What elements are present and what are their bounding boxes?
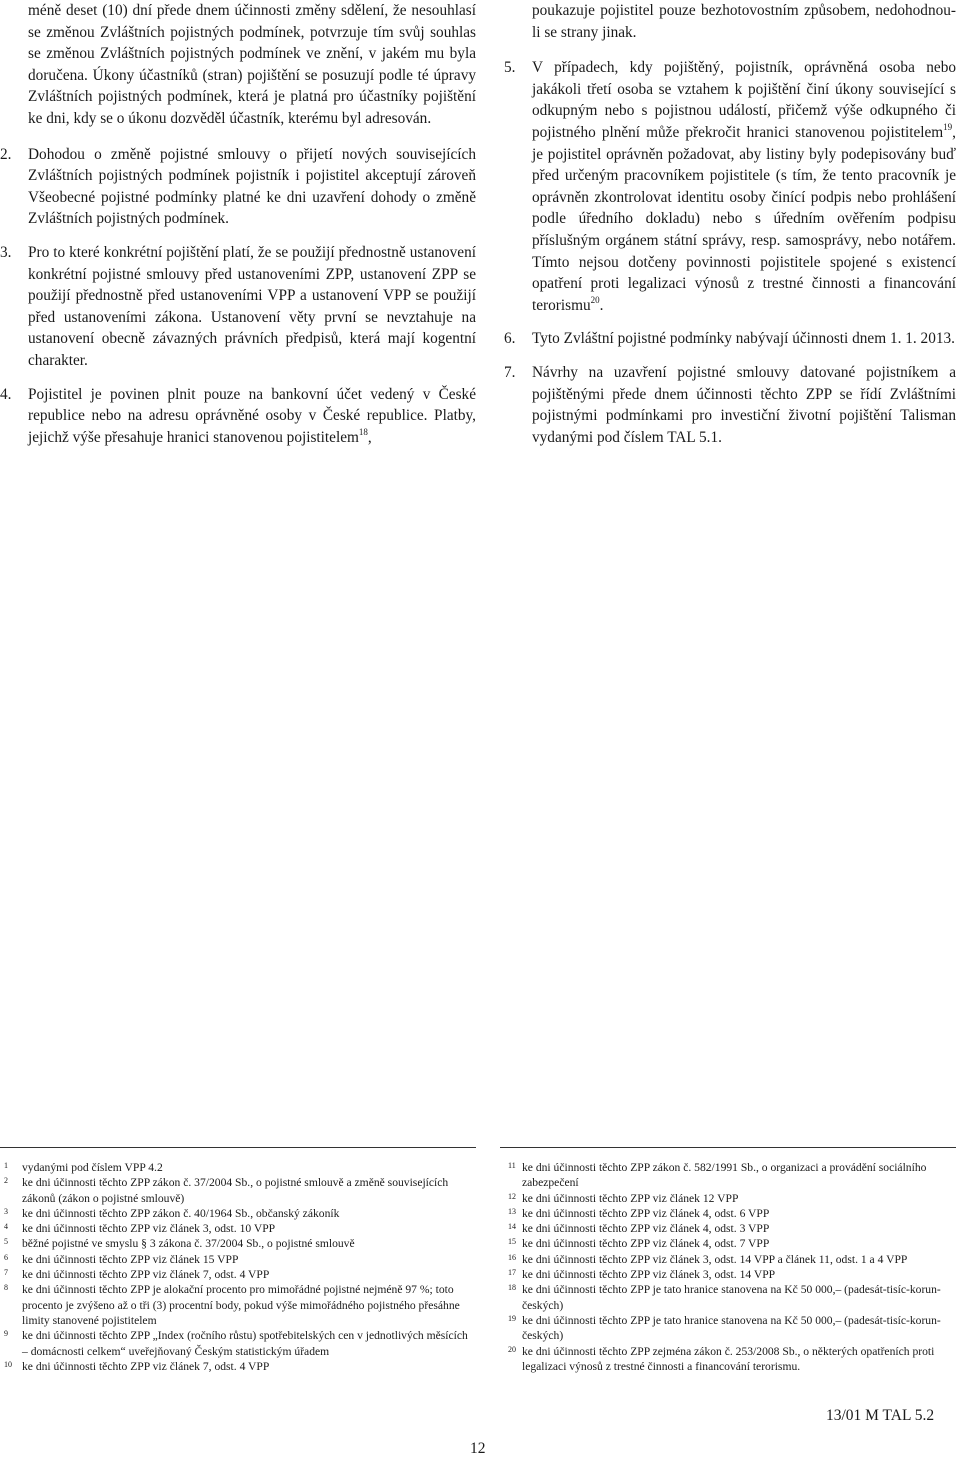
- clause-number: 4.: [0, 385, 12, 403]
- left-column: [0, 0, 476, 448]
- footnote: [500, 1267, 958, 1282]
- footnote: [500, 1221, 958, 1236]
- footnote-number: 6: [4, 1252, 8, 1262]
- clause-text-tail: .: [599, 296, 604, 314]
- clause-text-tail: , je pojistitel oprávněn požadovat, aby listiny byly podepisovány buď před určeným pracovníkem pojistitele (s tím, že tento pracovník je oprávněn zkontrolovat identitu osoby činící podpis nebo prohlášení podle úředního dokladu) nebo s úředním ověřením podpisu příslušným orgánem státní správy, resp. samosprávy, nebo notářem. Tímto nejsou dotčeny povinnosti pojistitele spojené s existencí opatření proti legalizaci výnosů z trestné činnosti a financování terorismu: [532, 123, 956, 314]
- page-number: 12: [470, 1440, 486, 1457]
- footnote-number: 12: [508, 1191, 516, 1201]
- footnote-number: 3: [4, 1206, 8, 1216]
- opening-paragraph: méně deset (10) dní přede dnem účinnosti změny sdělení, že nesouhlasí se změnou Zvláštních pojistných podmínek, potvrzuje tím svůj souhlas se změnou Zvláštních pojistných podmínek ve znění, v jakém mu byla doručena. Úkony účastníků (stran) pojištění se posuzují podle té úpravy Zvláštních pojistných podmínek, která je platná pro účastníky pojištění ke dni, kdy se o úkonu dozvěděl účastník, kterému byl adresován.: [28, 2, 476, 127]
- clause-text: Pro to které konkrétní pojištění platí, že se použijí přednostně ustanovení konkrétní pojistné smlouvy před ustanoveními ZPP, ustanovení ZPP se použijí přednostně před ustanoveními VPP a ustanovení VPP se použijí před ustanoveními zákona. Ustanovení věty první se nevztahuje na ustanovení obecně závazných právních předpisů, která mají kogentní charakter.: [28, 243, 476, 369]
- document-code: 13/01 M TAL 5.2: [826, 1407, 935, 1424]
- footnote-text: ke dni účinnosti těchto ZPP zákon č. 40/1964 Sb., občanský zákoník: [22, 1206, 340, 1220]
- footnote: [500, 1282, 958, 1313]
- footnote-ref[interactable]: 19: [943, 121, 953, 132]
- footnote: [500, 1206, 958, 1221]
- footnote-text: ke dni účinnosti těchto ZPP viz článek 15 VPP: [22, 1252, 239, 1266]
- clause-2: [0, 144, 476, 230]
- footnotes-right: [500, 1160, 958, 1374]
- footnote: [0, 1328, 476, 1359]
- clause-5: [504, 57, 956, 316]
- footnote-number: 5: [4, 1237, 8, 1247]
- footnote-text: ke dni účinnosti těchto ZPP viz článek 3, odst. 10 VPP: [22, 1222, 276, 1236]
- clause-text: Dohodou o změně pojistné smlouvy o přijetí nových souvisejících Zvláštních pojistných podmínek pojistník i pojistitel akceptují zároveň Všeobecné pojistné podmínky platné ke dni uzavření dohody o změně Zvláštních pojistných podmínek.: [28, 145, 476, 228]
- right-column: [504, 0, 956, 448]
- footnote-text: ke dni účinnosti těchto ZPP je tato hranice stanovena na Kč 50 000,– (padesát-tisíc-korun-českých): [522, 1313, 941, 1343]
- footnote-text: ke dni účinnosti těchto ZPP viz článek 12 VPP: [522, 1191, 739, 1205]
- clause-6: [504, 328, 956, 350]
- clause-text-wrap: [532, 57, 956, 316]
- clause-text-tail: ,: [367, 428, 372, 446]
- footnote-number: 2: [4, 1176, 8, 1186]
- footnote-text: ke dni účinnosti těchto ZPP viz článek 4, odst. 6 VPP: [522, 1206, 770, 1220]
- clause-number: 2.: [0, 145, 12, 163]
- clause-7: [504, 362, 956, 448]
- footnote-text: ke dni účinnosti těchto ZPP je alokační procento pro mimořádné pojistné nejméně 97 %; toto procento je zvýšeno až o tři (3) procentní body, pokud výše mimořádného pojistného přesáhne limity stanovené pojistitelem: [22, 1283, 460, 1327]
- clause-number: 6.: [504, 330, 516, 348]
- footnote-text: ke dni účinnosti těchto ZPP viz článek 4, odst. 3 VPP: [522, 1222, 770, 1236]
- footnote-number: 20: [508, 1344, 516, 1354]
- footnote-text: ke dni účinnosti těchto ZPP viz článek 4, odst. 7 VPP: [522, 1237, 770, 1251]
- footnote-text: ke dni účinnosti těchto ZPP viz článek 3, odst. 14 VPP: [522, 1268, 776, 1282]
- footnote: [500, 1252, 958, 1267]
- clause-3: [0, 242, 476, 372]
- footnote-text: ke dni účinnosti těchto ZPP viz článek 3, odst. 14 VPP a článek 11, odst. 1 a 4 VPP: [522, 1252, 908, 1266]
- footnote-number: 8: [4, 1283, 8, 1293]
- footnote: [0, 1175, 476, 1206]
- clause-number: 7.: [504, 363, 516, 381]
- footnote: [0, 1160, 476, 1175]
- footnote-divider: [500, 1147, 956, 1148]
- footnote: [500, 1344, 958, 1375]
- clause-text: V případech, kdy pojištěný, pojistník, oprávněná osoba nebo jakákoli třetí osoba se vztahem k pojištění činí úkony související s odkupným nebo s pojistnou událostí, přičemž výše odkupného či pojistného plnění může překročit hranici stanovenou pojistitelem: [532, 59, 956, 141]
- footnote-number: 9: [4, 1329, 8, 1339]
- footnote-text: běžné pojistné ve smyslu § 3 zákona č. 37/2004 Sb., o pojistné smlouvě: [22, 1237, 355, 1251]
- footnote-text: ke dni účinnosti těchto ZPP viz článek 7, odst. 4 VPP: [22, 1268, 270, 1282]
- footnote: [0, 1221, 476, 1236]
- continuation-paragraph: poukazuje pojistitel pouze bezhotovostním způsobem, nedohodnou-li se strany jinak.: [532, 2, 956, 41]
- footnote-number: 14: [508, 1222, 516, 1232]
- footnote-number: 18: [508, 1283, 516, 1293]
- footnote-text: ke dni účinnosti těchto ZPP zákon č. 582/1991 Sb., o organizaci a provádění sociálního zabezpečení: [522, 1161, 927, 1190]
- footnote-text: vydanými pod číslem VPP 4.2: [22, 1161, 163, 1174]
- footnote-text: ke dni účinnosti těchto ZPP zákon č. 37/2004 Sb., o pojistné smlouvě a změně souvisejících zákonů (zákon o pojistné smlouvě): [22, 1176, 449, 1205]
- footnote: [0, 1359, 476, 1374]
- footnote: [0, 1236, 476, 1251]
- footnote-ref[interactable]: 18: [358, 426, 368, 437]
- footnote-text: ke dni účinnosti těchto ZPP viz článek 7, odst. 4 VPP: [22, 1359, 270, 1373]
- footnote-number: 7: [4, 1268, 8, 1278]
- footnote: [0, 1206, 476, 1221]
- footnote-number: 17: [508, 1268, 516, 1278]
- footnote-ref[interactable]: 20: [590, 294, 600, 305]
- footnote-text: ke dni účinnosti těchto ZPP zejména zákon č. 253/2008 Sb., o některých opatřeních proti legalizaci výnosů z trestné činnosti a financování terorismu.: [522, 1344, 935, 1373]
- footnote: [500, 1236, 958, 1251]
- footnote-number: 4: [4, 1222, 8, 1232]
- footnote-number: 15: [508, 1237, 516, 1247]
- footnote: [0, 1252, 476, 1267]
- clause-number: 5.: [504, 59, 516, 77]
- footnote: [500, 1160, 958, 1191]
- footnote-number: 13: [508, 1206, 516, 1216]
- footnote-divider: [0, 1147, 476, 1148]
- footnote-text: ke dni účinnosti těchto ZPP je tato hranice stanovena na Kč 50 000,– (padesát-tisíc-korun-českých): [522, 1283, 941, 1312]
- footnotes-left: [0, 1160, 476, 1374]
- footnote: [500, 1191, 958, 1206]
- footnote-number: 11: [508, 1161, 516, 1170]
- footnote: [0, 1267, 476, 1282]
- footnote-text: ke dni účinnosti těchto ZPP „Index (ročního růstu) spotřebitelských cen v jednotlivých měsících – domácnosti celkem“ uveřejňovaný Českým statistickým úřadem: [22, 1329, 468, 1358]
- footnote: [0, 1282, 476, 1328]
- footnote-number: 10: [4, 1359, 12, 1369]
- clause-text: Návrhy na uzavření pojistné smlouvy datované pojistníkem a pojištěnými přede dnem účinnosti těchto ZPP se řídí Zvláštními pojistnými podmínkami pro investiční životní pojištění Talisman vydanými pod číslem TAL 5.1.: [532, 363, 956, 446]
- clause-text: Tyto Zvláštní pojistné podmínky nabývají účinnosti dnem 1. 1. 2013.: [532, 330, 955, 348]
- clause-text: Pojistitel je povinen plnit pouze na bankovní účet vedený v České republice nebo na adresu oprávněné osoby v České republice. Platby, jejichž výše přesahuje hranici stanovenou pojistitelem: [28, 385, 476, 446]
- footnote: [500, 1313, 958, 1344]
- clause-number: 3.: [0, 243, 12, 261]
- footnote-number: 1: [4, 1161, 8, 1170]
- clause-4: [0, 384, 476, 449]
- clause-text-wrap: [28, 384, 476, 449]
- footnote-number: 16: [508, 1252, 516, 1262]
- footnote-number: 19: [508, 1313, 516, 1323]
